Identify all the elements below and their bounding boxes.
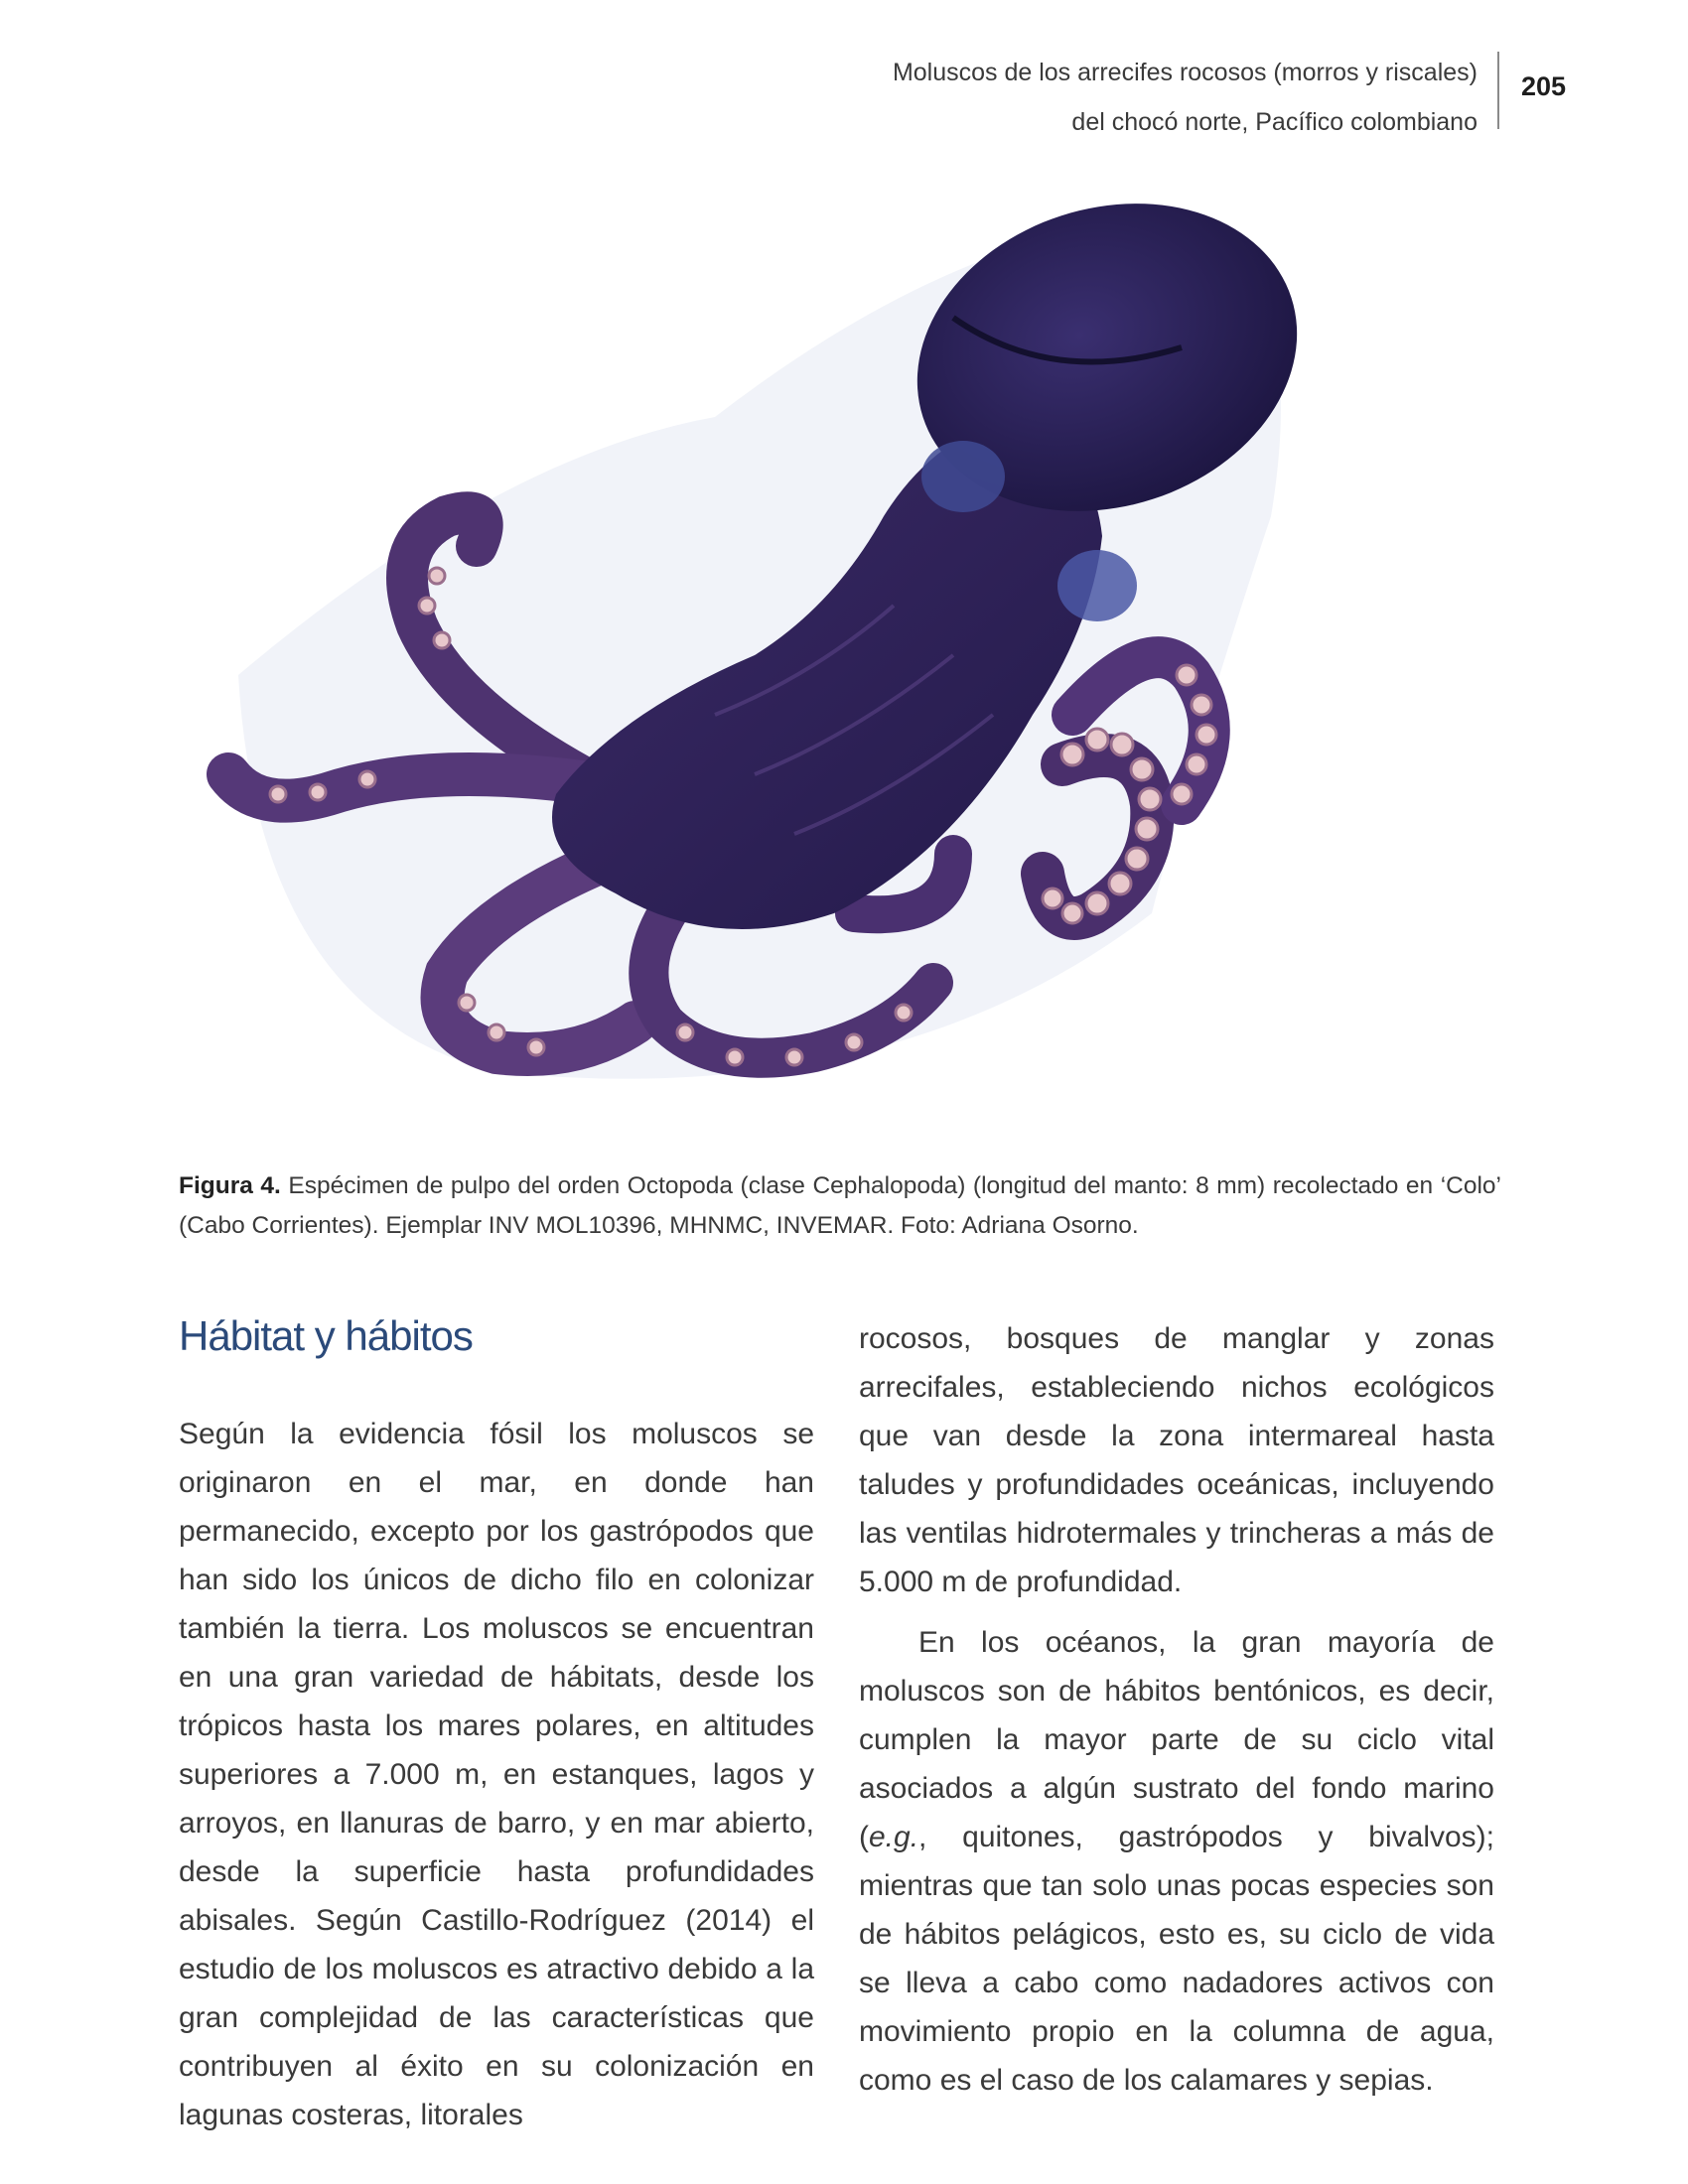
octopus-eye-right xyxy=(1057,550,1137,621)
page-number: 205 xyxy=(1521,71,1567,101)
caption-label: Figura 4. xyxy=(179,1172,281,1199)
octopus-photo xyxy=(199,159,1440,1132)
right-paragraph-2-part2: , quitones, gastrópodos y bivalvos); mientras que tan solo unas pocas especies son de hábitos pelágicos, esto es, su ciclo de vida se lleva a cabo como nadadores activos con movimiento propio en la columna de agua, como es el caso de los calamares y sepias. xyxy=(859,1821,1494,2097)
right-paragraph-2 xyxy=(859,1618,1494,2105)
octopus-eye-left xyxy=(921,441,1005,512)
octopus-illustration xyxy=(199,159,1440,1132)
right-paragraph-2-italic: e.g. xyxy=(869,1821,919,1853)
left-paragraph: Según la evidencia fósil los moluscos se originaron en el mar, en donde han permanecido, excepto por los gastrópodos que han sido los únicos de dicho filo en colonizar también la tierra. Los moluscos se encuentran en una gran variedad de hábitats, desde los trópicos hasta los mares polares, en altitudes superiores a 7.000 m, en estanques, lagos y arroyos, en llanuras de barro, y en mar abierto, desde la superficie hasta profundidades abisales. Según Castillo-Rodríguez (2014) el estudio de los moluscos es atractivo debido a la gran complejidad de las características que contribuyen al éxito en su colonización en lagunas costeras, litorales xyxy=(179,1418,814,2131)
right-paragraph-1: rocosos, bosques de manglar y zonas arrecifales, estableciendo nichos ecológicos que van desde la zona intermareal hasta taludes y profundidades oceánicas, incluyendo las ventilas hidrotermales y trincheras a más de 5.000 m de profundidad. xyxy=(859,1322,1494,1598)
left-column xyxy=(179,1410,814,2139)
caption-text: Espécimen de pulpo del orden Octopoda (clase Cephalopoda) (longitud del manto: 8 mm) recolectado en ‘Colo’ (Cabo Corrientes). Ejemplar INV MOL10396, MHNMC, INVEMAR. Foto: Adriana Osorno. xyxy=(179,1172,1501,1239)
right-paragraph-2-part1: En los océanos, la gran mayoría de moluscos son de hábitos bentónicos, es decir, cumplen la mayor parte de su ciclo vital asociados a algún sustrato del fondo marino ( xyxy=(859,1626,1494,1853)
section-heading: Hábitat y hábitos xyxy=(179,1312,473,1359)
running-title-line-2: del chocó norte, Pacífico colombiano xyxy=(1071,108,1477,136)
running-head xyxy=(723,48,1477,147)
header-divider xyxy=(1497,52,1499,129)
running-title-line-1: Moluscos de los arrecifes rocosos (morros y riscales) xyxy=(892,59,1477,86)
right-column xyxy=(859,1314,1494,2105)
figure-caption xyxy=(179,1166,1501,1246)
